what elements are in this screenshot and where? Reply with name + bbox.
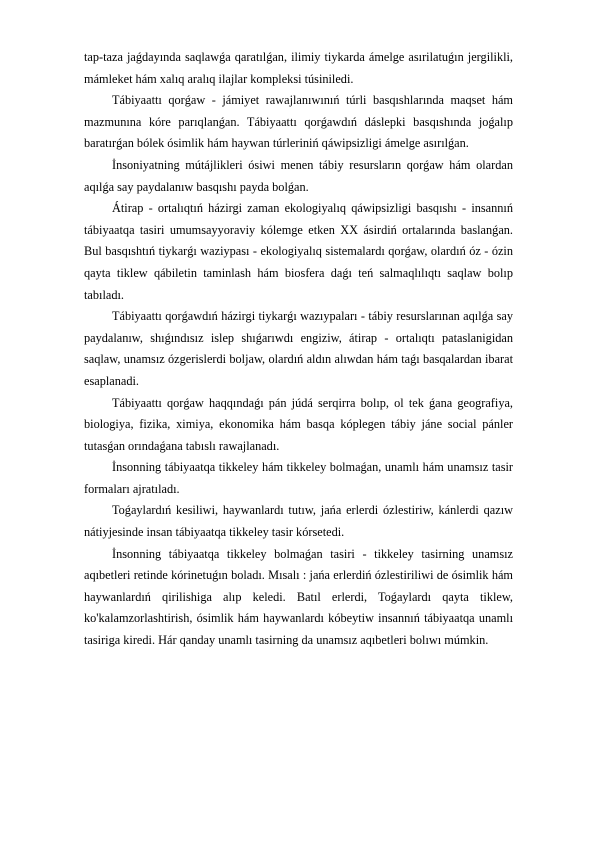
paragraph-7: İnsonning tábiyaatqa tikkeley hám tikkeley bolmaǵan, unamlı hám unamsız tasir formaları ajratıladı.: [84, 460, 513, 496]
paragraph-2: Tábiyaattı qorǵaw - jámiyet rawajlanıwınıń túrli basqıshlarında maqset hám mazmunına kóre parıqlanǵan. Tábiyaattı qorǵawdıń dáslepki basqıshında joǵalıp baratırǵan bólek ósimlik hám haywan túrleriniń qáwipsizligi ámelge asırılǵan.: [84, 93, 513, 151]
paragraph-8: Toǵaylardıń kesiliwi, haywanlardı tutıw, jańa erlerdi ózlestiriw, kánlerdi qazıw nátiyjesinde insan tábiyaatqa tikkeley tasir kórsetedi.: [84, 503, 513, 540]
document-page: [84, 47, 513, 652]
paragraph-4: Átirap - ortalıqtıń házirgi zaman ekologiyalıq qáwipsizligi basqıshı - insannıń tábiyaatqa tasiri umumsayyoraviy kólemge etken XX ásirdiń ortalarında baslanǵan. Bul basqıshtıń tiykarǵı waziypası - ekologiyalıq sistemalardı qorǵaw, olardıń óz - ózin qayta tiklew qábiletin taminlash hám biosfera daǵı teń salmaqlılıqtı saqlaw bolıp tabıladı.: [84, 201, 513, 302]
paragraph-9: İnsonning tábiyaatqa tikkeley bolmaǵan tasiri - tikkeley tasirning unamsız aqıbetleri retinde kórinetuǵın boladı. Mısalı : jańa erlerdiń ózlestiriliwi de ósimlik hám haywanlardıń qirilishiga alıp keledi. Batıl erlerdi, Toǵaylardı qayta tiklew, ko'kalamzorlashtirish, ósimlik hám haywanlardı kóbeytiw insannıń tábiyaatqa unamlı tasiriga kiredi. Hár qanday unamlı tasirning da unamsız aqıbetleri bolıwı múmkin.: [84, 546, 513, 648]
paragraph-1: tap-taza jaǵdayında saqlawǵa qaratılǵan, ilimiy tiykarda ámelge asırilatuǵın jergilikli, mámleket hám xalıq aralıq ilajlar kompleksi túsiniledi.: [84, 50, 513, 86]
paragraph-6: Tábiyaattı qorǵaw haqqındaǵı pán júdá serqirra bolıp, ol tek ǵana geografiya, biologiya, fizika, ximiya, ekonomika hám basqa kóplegen tábiy jáne social pánler tutasǵan orındaǵana tabıslı rawajlanadı.: [84, 395, 513, 453]
paragraph-3: İnsoniyatning mútájlikleri ósiwi menen tábiy resursların qorǵaw hám olardan aqılǵa say paydalanıw basqıshı payda bolǵan.: [84, 157, 513, 194]
paragraph-5: Tábiyaattı qorǵawdıń házirgi tiykarǵı wazıypaları - tábiy resurslarınan aqılǵa say paydalanıw, shıǵındısız islep shıǵarıwdı engiziw, átirap - ortalıqtı pataslanigidan saqlaw, unamsız ózgerislerdi boljaw, olardıń aldın alıwdan hám taǵı basqalardan ibarat esaplanadi.: [84, 309, 513, 388]
